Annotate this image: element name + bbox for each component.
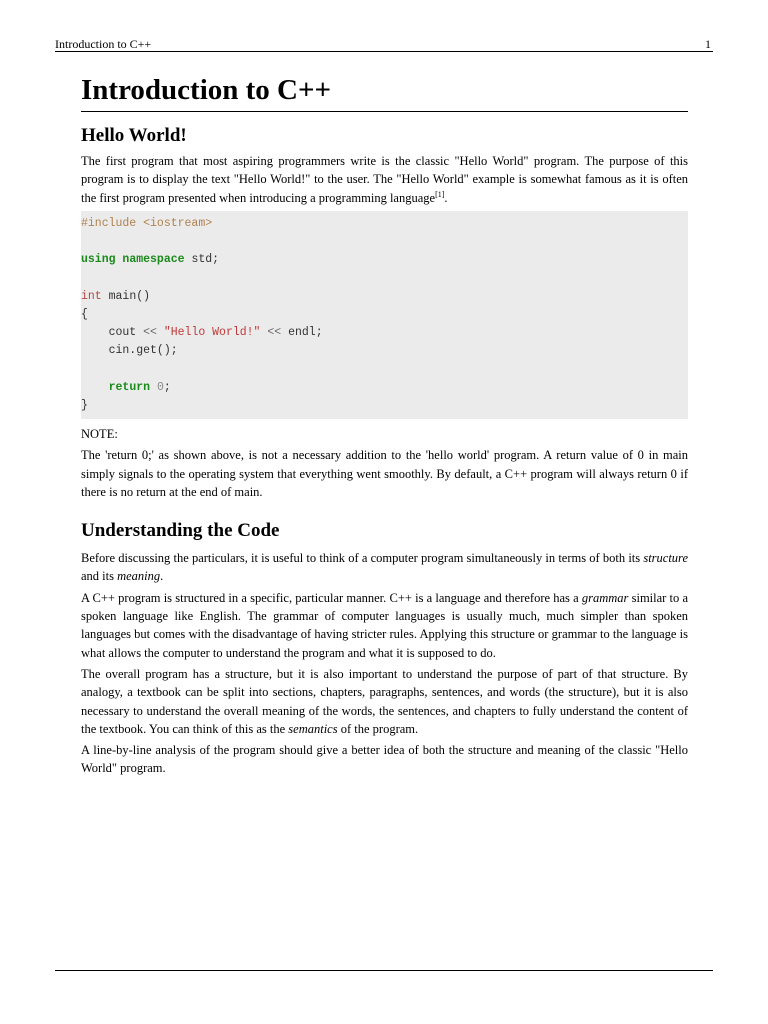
- note-label: NOTE:: [81, 426, 118, 441]
- page-content: [81, 70, 688, 781]
- emphasis-grammar: grammar: [581, 590, 629, 605]
- code-line-blank: [81, 269, 688, 287]
- code-line: [81, 397, 688, 415]
- section-heading-understanding-code: Understanding the Code: [81, 520, 280, 542]
- code-text: cin.get();: [81, 344, 178, 358]
- code-line: [81, 379, 688, 397]
- text-run: .: [160, 569, 164, 584]
- code-line: [81, 324, 688, 342]
- paragraph-semantics: [81, 665, 688, 738]
- type-int: int: [81, 289, 102, 303]
- intro-paragraph: [81, 152, 688, 207]
- text-run: similar to a spoken language like English. The grammar of computer languages is usually much, much simpler than spoken languages but comes with the disadvantage of having stricter rules. Applying this structure or grammar to the language is what allows the computer to understand the program and what it is supposed to do.: [81, 590, 689, 660]
- code-text: main(): [101, 289, 151, 303]
- note-paragraph: The 'return 0;' as shown above, is not a necessary addition to the 'hello world' program. A return value of 0 in main simply signals to the operating system that everything went smoothly. By default, a C++ program will always return 0 if there is no return at the end of main.: [81, 448, 688, 499]
- intro-text: The first program that most aspiring programmers write is the classic "Hello World" program. The purpose of this program is to display the text "Hello World!" to the user. The "Hello World" example is somewhat famous as it is often the first program presented when introducing a programming language: [81, 154, 688, 205]
- running-header-title: Introduction to C++: [55, 37, 152, 51]
- keyword-using: using: [81, 253, 116, 267]
- section-heading-hello-world: Hello World!: [81, 125, 187, 146]
- keyword-namespace: namespace: [122, 253, 185, 267]
- running-header: [55, 37, 713, 52]
- code-block: [81, 211, 688, 419]
- footer-rule: [55, 970, 713, 971]
- emphasis-structure: structure: [643, 551, 688, 566]
- text-run: The overall program has a structure, but it is also important to understand the purpose of part of that structure. By analogy, a textbook can be split into sections, chapters, paragraphs, sentences, and words (the structure), but it is also necessary to understand the overall meaning of the words, the sentences, and chapters to fully understand the content of the textbook. You can think of this as the: [81, 666, 688, 736]
- operator: <<: [143, 326, 157, 340]
- reference-link[interactable]: [1]: [435, 189, 445, 199]
- code-line: [81, 306, 688, 324]
- text-run: of the program.: [337, 721, 419, 736]
- operator: <<: [267, 326, 282, 340]
- code-text: }: [81, 398, 88, 412]
- paragraph-structure-meaning: [81, 549, 688, 586]
- paragraph-grammar: [81, 589, 688, 662]
- page-title: Introduction to C++: [81, 72, 688, 112]
- code-line: [81, 288, 688, 306]
- text-run: Before discussing the particulars, it is useful to think of a computer program simultaneously in terms of both its: [81, 551, 644, 566]
- keyword-return: return: [108, 380, 151, 394]
- code-text: cout: [81, 326, 144, 340]
- code-line-blank: [81, 360, 688, 378]
- code-line: [81, 215, 688, 233]
- code-text: {: [81, 307, 88, 321]
- code-indent: [81, 381, 109, 394]
- text-run: A C++ program is structured in a specific, particular manner. C++ is a language and therefore has a: [81, 590, 582, 605]
- paragraph-line-analysis: A line-by-line analysis of the program should give a better idea of both the structure and meaning of the classic "Hello World" program.: [81, 743, 688, 776]
- code-line-blank: [81, 233, 688, 251]
- code-text: std;: [184, 253, 220, 267]
- preprocessor-directive: #include <iostream>: [81, 216, 213, 230]
- emphasis-semantics: semantics: [288, 721, 338, 736]
- number-literal: 0: [156, 380, 164, 394]
- string-literal: "Hello World!": [163, 326, 261, 340]
- emphasis-meaning: meaning: [117, 569, 161, 584]
- code-text: ;: [163, 380, 171, 394]
- code-text: endl;: [281, 326, 323, 340]
- intro-end: .: [444, 190, 448, 205]
- page-number: 1: [705, 37, 711, 51]
- code-line: [81, 251, 688, 269]
- code-line: [81, 342, 688, 360]
- text-run: and its: [81, 569, 118, 584]
